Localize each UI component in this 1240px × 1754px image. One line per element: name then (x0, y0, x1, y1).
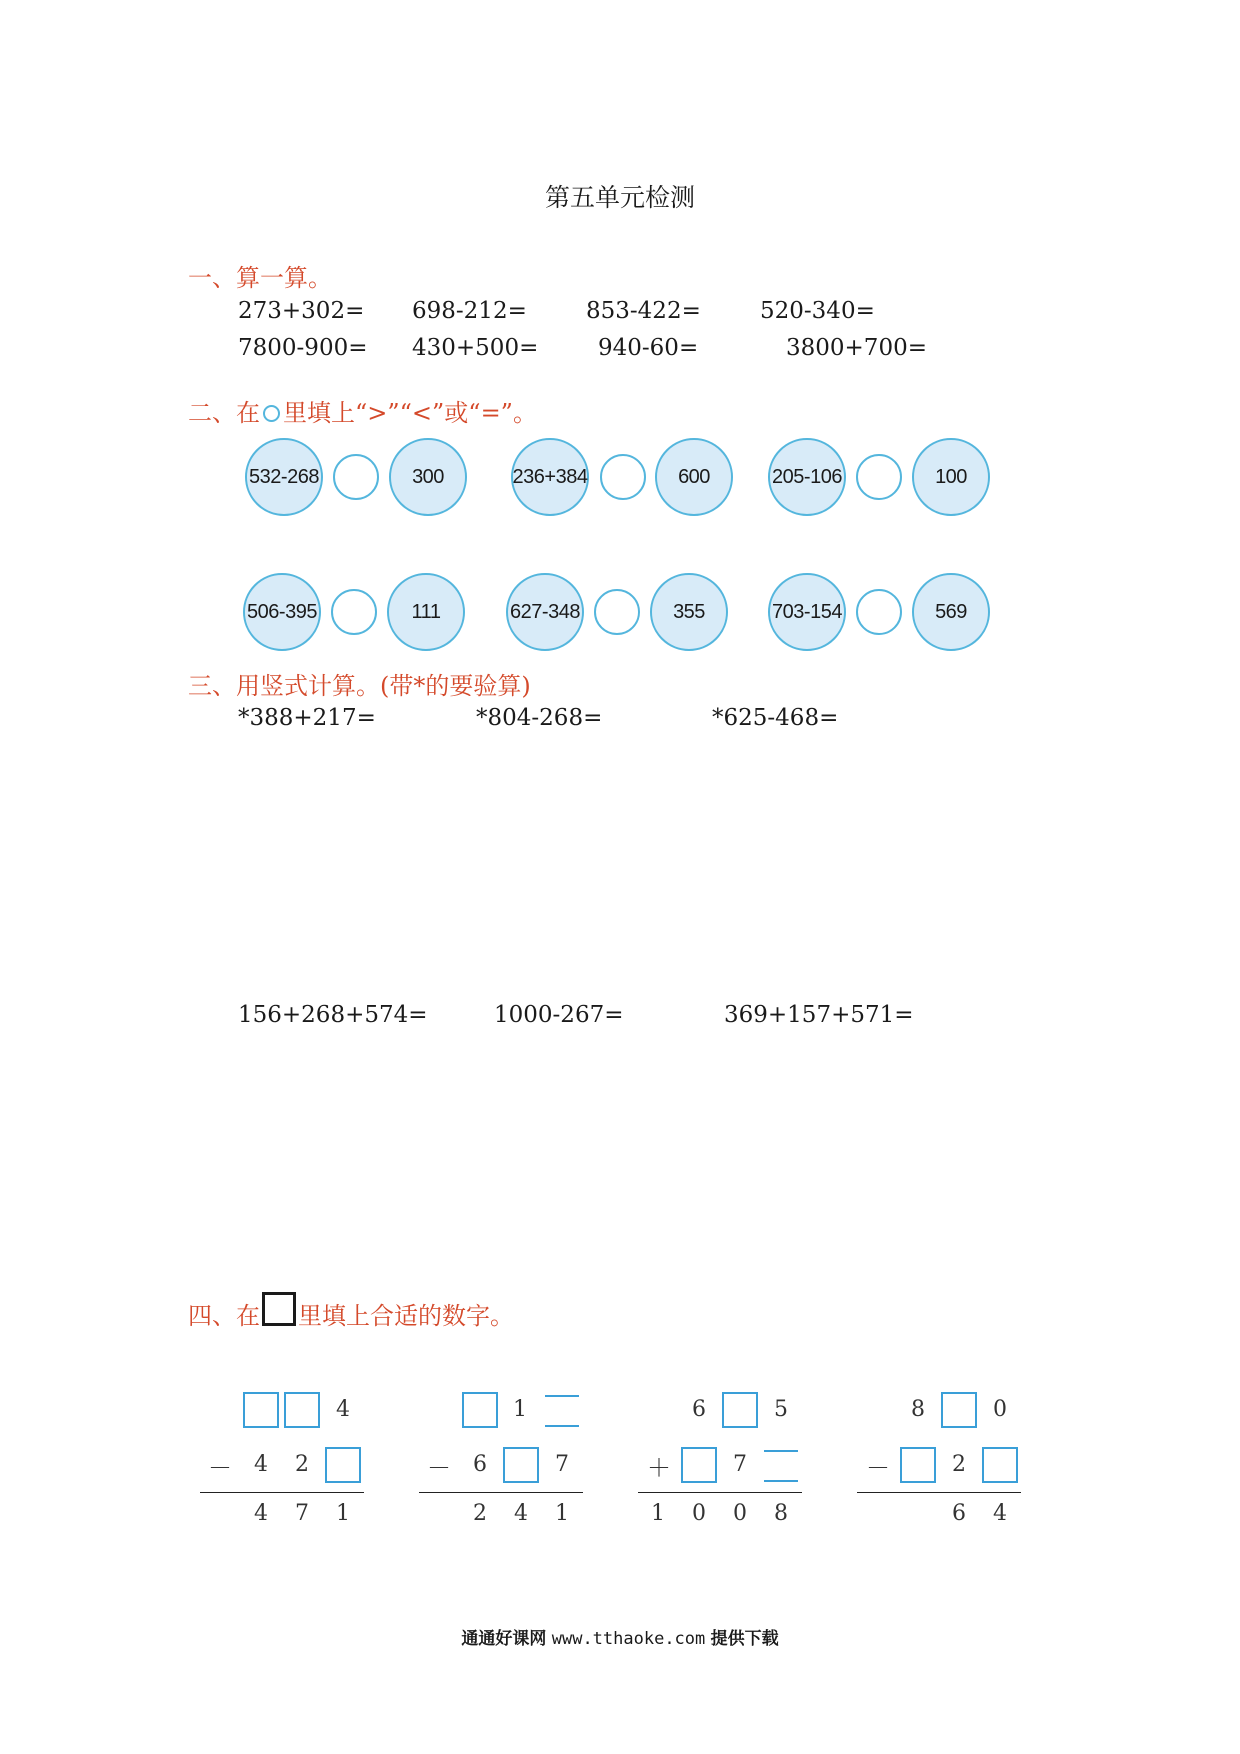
digit: 2 (295, 1452, 309, 1477)
expr-1-3: 853-422= (586, 298, 701, 324)
minus-sign: － (866, 1454, 890, 1482)
right-bubble: 100 (912, 438, 990, 516)
answer-circle[interactable] (333, 454, 379, 500)
expr-3-6: 369+157+571= (724, 1002, 914, 1028)
left-bubble: 703-154 (768, 573, 846, 651)
digit: 1 (513, 1397, 527, 1422)
digit-box[interactable] (462, 1392, 498, 1428)
digit: 7 (555, 1452, 569, 1477)
circle-icon (263, 405, 280, 422)
section-3-heading: 三、用竖式计算。(带*的要验算) (188, 672, 531, 700)
digit: 2 (952, 1452, 966, 1477)
expr-1-4: 520-340= (760, 298, 875, 324)
digit-box[interactable] (900, 1447, 936, 1483)
sum-line (857, 1492, 1021, 1493)
footer (0, 1624, 1240, 1649)
digit: 1 (336, 1501, 350, 1526)
digit: 8 (774, 1501, 788, 1526)
digit-box[interactable] (284, 1392, 320, 1428)
digit: 4 (254, 1501, 268, 1526)
minus-sign: － (427, 1454, 451, 1482)
right-bubble: 111 (387, 573, 465, 651)
footer-tail: 提供下载 (710, 1629, 779, 1649)
expr-1-1: 273+302= (238, 298, 365, 324)
square-icon (262, 1292, 296, 1326)
expr-3-5: 1000-267= (494, 1002, 624, 1028)
digit: 5 (774, 1397, 788, 1422)
digit-blank (764, 1480, 798, 1482)
digit: 6 (692, 1397, 706, 1422)
sum-line (638, 1492, 802, 1493)
digit: 1 (651, 1501, 665, 1526)
answer-circle[interactable] (856, 454, 902, 500)
digit: 0 (692, 1501, 706, 1526)
answer-circle[interactable] (331, 589, 377, 635)
digit: 4 (514, 1501, 528, 1526)
digit-box[interactable] (325, 1447, 361, 1483)
expr-3-1: *388+217= (238, 705, 376, 731)
digit: 7 (733, 1452, 747, 1477)
digit: 6 (952, 1501, 966, 1526)
answer-circle[interactable] (856, 589, 902, 635)
expr-1-7: 940-60= (598, 335, 699, 361)
footer-url[interactable]: www.tthaoke.com (551, 1629, 706, 1649)
digit-box[interactable] (982, 1447, 1018, 1483)
digit-box[interactable] (243, 1392, 279, 1428)
digit: 4 (336, 1397, 350, 1422)
sum-line (419, 1492, 583, 1493)
digit: 7 (295, 1501, 309, 1526)
expr-3-3: *625-468= (712, 705, 839, 731)
footer-brand: 通通好课网 (461, 1629, 547, 1649)
plus-sign: ＋ (647, 1454, 671, 1482)
digit: 0 (733, 1501, 747, 1526)
digit: 4 (993, 1501, 1007, 1526)
digit: 2 (473, 1501, 487, 1526)
page-title: 第五单元检测 (544, 183, 695, 212)
expr-1-5: 7800-900= (238, 335, 368, 361)
expr-3-4: 156+268+574= (238, 1002, 428, 1028)
right-bubble: 355 (650, 573, 728, 651)
right-bubble: 300 (389, 438, 467, 516)
left-bubble: 532-268 (245, 438, 323, 516)
left-bubble: 236+384 (511, 438, 589, 516)
right-bubble: 600 (655, 438, 733, 516)
expr-1-2: 698-212= (412, 298, 527, 324)
digit-blank[interactable] (545, 1395, 579, 1397)
digit-blank (545, 1425, 579, 1427)
left-bubble: 205-106 (768, 438, 846, 516)
digit-box[interactable] (503, 1447, 539, 1483)
answer-circle[interactable] (594, 589, 640, 635)
section-4-heading: 四、在 里填上合适的数字。 (188, 1292, 514, 1331)
digit-box[interactable] (681, 1447, 717, 1483)
digit-box[interactable] (722, 1392, 758, 1428)
digit: 8 (911, 1397, 925, 1422)
digit: 4 (254, 1452, 268, 1477)
expr-1-8: 3800+700= (786, 335, 927, 361)
sum-line (200, 1492, 364, 1493)
left-bubble: 506-395 (243, 573, 321, 651)
digit-box[interactable] (941, 1392, 977, 1428)
answer-circle[interactable] (600, 454, 646, 500)
digit: 0 (993, 1397, 1007, 1422)
right-bubble: 569 (912, 573, 990, 651)
digit: 1 (555, 1501, 569, 1526)
digit: 6 (473, 1452, 487, 1477)
digit-blank[interactable] (764, 1450, 798, 1452)
section-2-heading: 二、在 里填上“>”“<”或“=”。 (188, 399, 537, 427)
expr-1-6: 430+500= (412, 335, 539, 361)
left-bubble: 627-348 (506, 573, 584, 651)
minus-sign: － (208, 1454, 232, 1482)
expr-3-2: *804-268= (476, 705, 603, 731)
section-1-heading: 一、算一算。 (188, 264, 332, 292)
